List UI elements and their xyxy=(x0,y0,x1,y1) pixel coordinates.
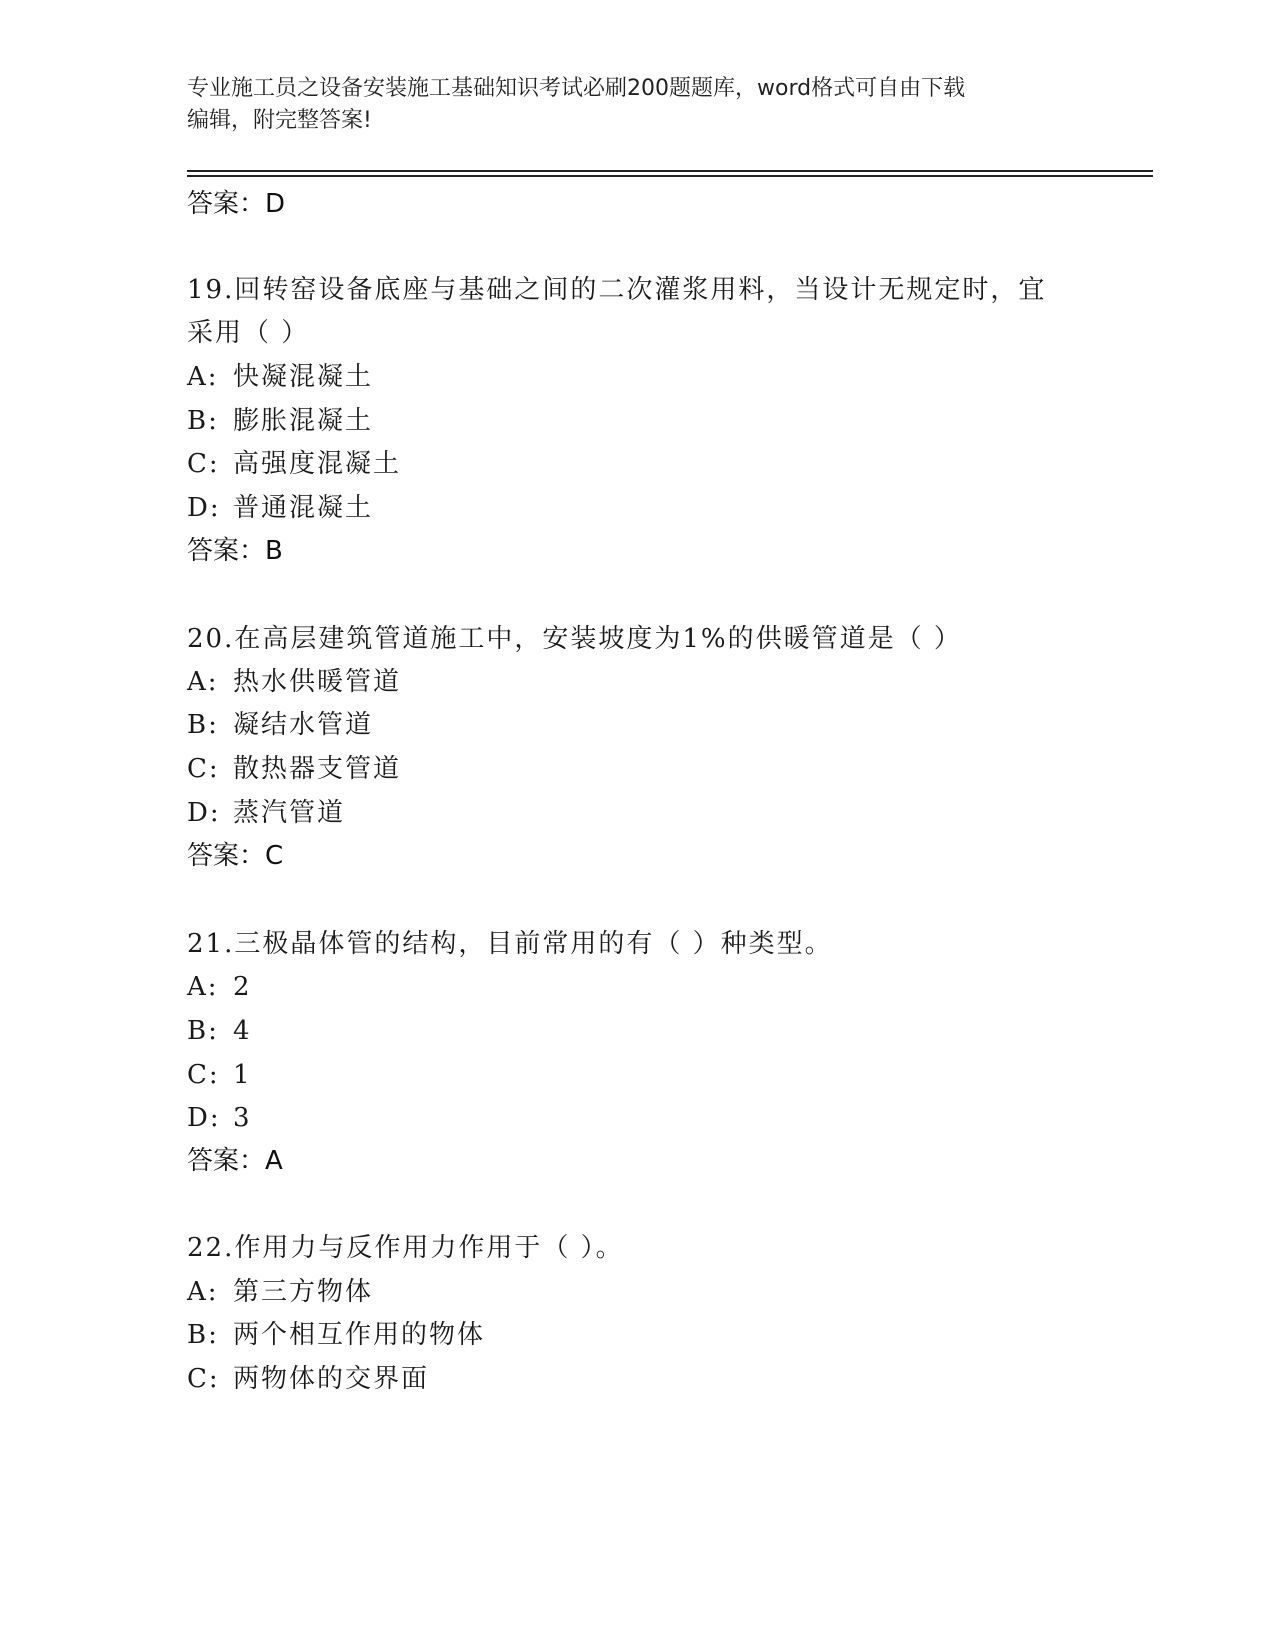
question-21-option-a: A: 2 xyxy=(187,972,252,1002)
header-divider-bottom xyxy=(187,175,1153,177)
question-20-stem: 20.在高层建筑管道施工中，安装坡度为1%的供暖管道是（ ） xyxy=(187,624,962,654)
question-22-stem: 22.作用力与反作用力作用于（ ）。 xyxy=(187,1233,624,1263)
answer-previous: 答案：D xyxy=(187,189,286,219)
question-21-stem: 21.三极晶体管的结构，目前常用的有（ ）种类型。 xyxy=(187,929,833,959)
question-22-option-c: C: 两物体的交界面 xyxy=(187,1364,430,1394)
question-20-option-d: D: 蒸汽管道 xyxy=(187,798,346,828)
question-19-stem-line-1: 19.回转窑设备底座与基础之间的二次灌浆用料，当设计无规定时，宜 xyxy=(187,275,1047,305)
document-header-line-2: 编辑，附完整答案! xyxy=(187,108,372,133)
question-21-option-d: D: 3 xyxy=(187,1103,252,1133)
question-22-option-a: A: 第三方物体 xyxy=(187,1277,374,1307)
question-20-answer: 答案：C xyxy=(187,841,284,871)
document-header-line-1: 专业施工员之设备安装施工基础知识考试必刷200题题库，word格式可自由下载 xyxy=(187,76,966,101)
question-20-option-b: B: 凝结水管道 xyxy=(187,710,374,740)
header-divider-top xyxy=(187,170,1153,172)
question-19-stem-line-2: 采用（ ） xyxy=(187,318,310,348)
question-19-option-d: D: 普通混凝土 xyxy=(187,493,374,523)
question-21-option-c: C: 1 xyxy=(187,1060,252,1090)
question-20-option-c: C: 散热器支管道 xyxy=(187,754,402,784)
question-19-option-a: A: 快凝混凝土 xyxy=(187,362,374,392)
question-19-option-b: B: 膨胀混凝土 xyxy=(187,406,374,436)
question-22-option-b: B: 两个相互作用的物体 xyxy=(187,1320,486,1350)
question-19-option-c: C: 高强度混凝土 xyxy=(187,449,402,479)
question-21-answer: 答案：A xyxy=(187,1146,283,1176)
question-19-answer: 答案：B xyxy=(187,536,283,566)
question-20-option-a: A: 热水供暖管道 xyxy=(187,667,402,697)
question-21-option-b: B: 4 xyxy=(187,1016,252,1046)
